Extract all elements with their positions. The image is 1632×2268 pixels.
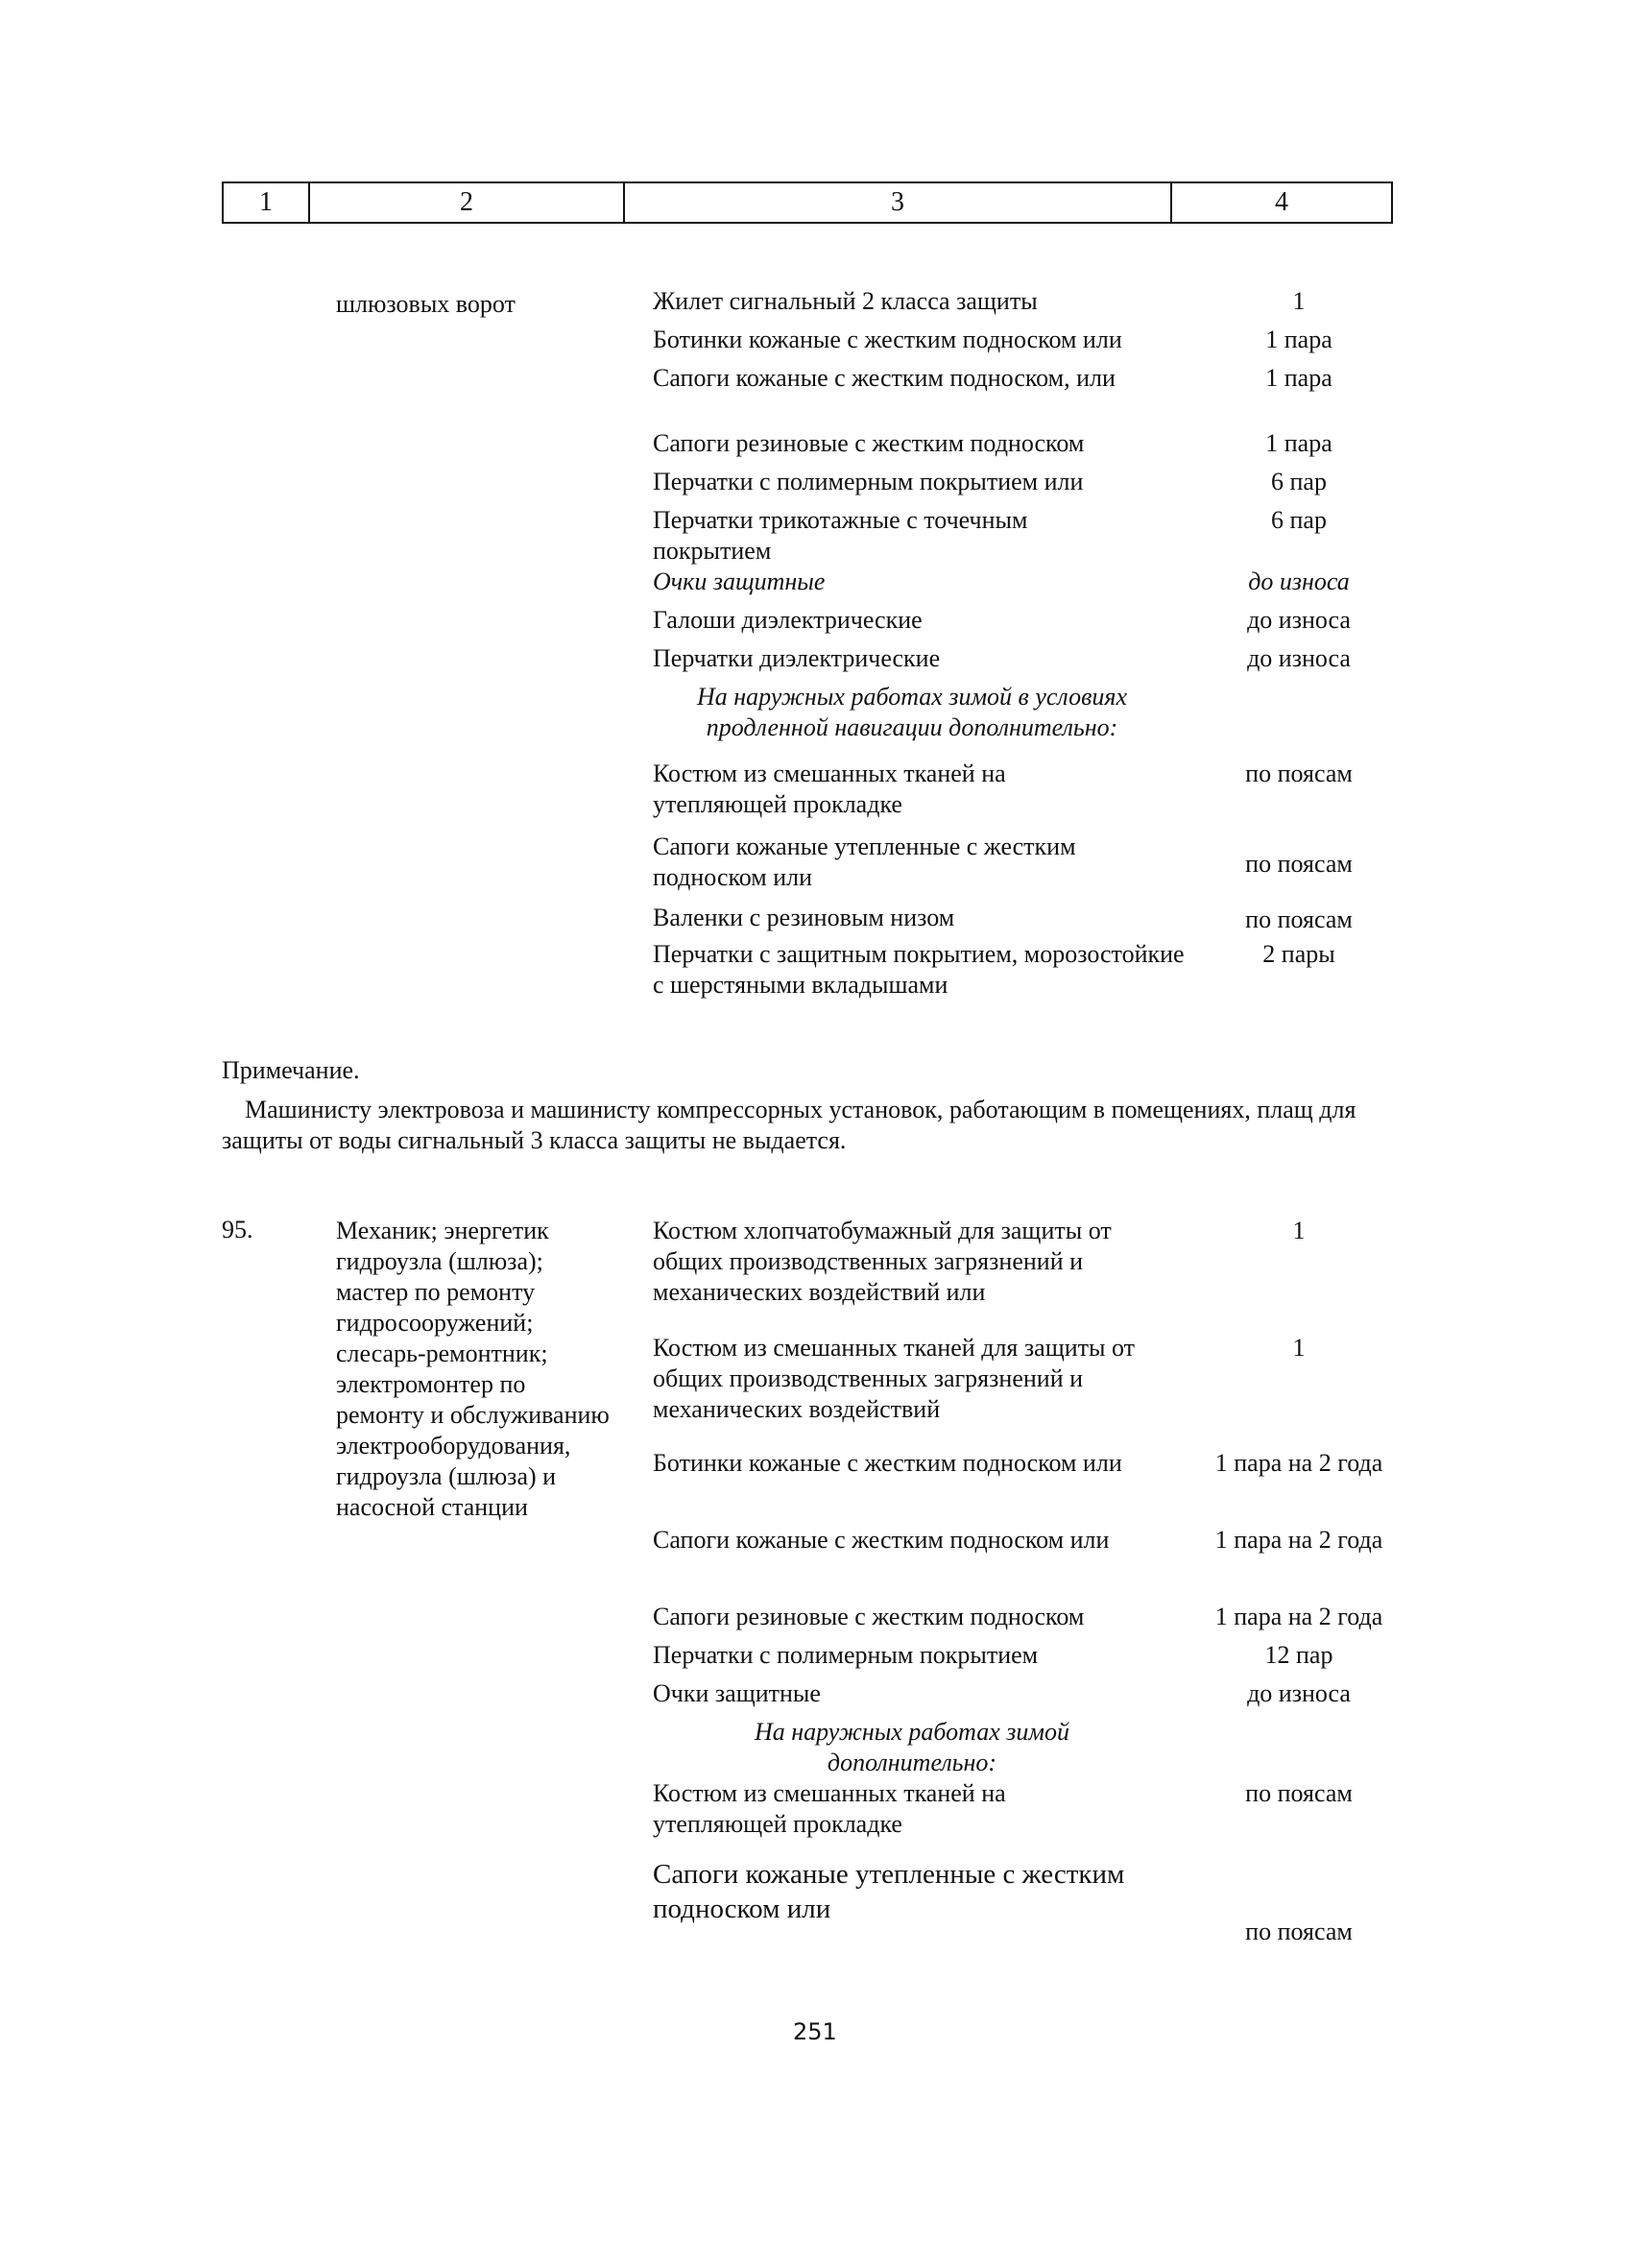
s1-winter-qty-2: по поясам (1245, 850, 1353, 878)
s1-winter-item-1: Костюм из смешанных тканей на утепляющей прокладке (653, 760, 1006, 818)
s2-qty-6: 12 пар (1264, 1641, 1333, 1669)
s1-qty-4: 1 пара (1265, 429, 1332, 457)
s1-qty-5: 6 пар (1271, 468, 1327, 495)
s1-qty-3: 1 пара (1265, 364, 1332, 392)
s1-item-3: Сапоги кожаные с жестким подноском, или (653, 364, 1116, 392)
s1-item-8: Галоши диэлектрические (653, 606, 923, 634)
s2-item-4: Сапоги кожаные с жестким подноском или (653, 1526, 1110, 1554)
s1-item-5: Перчатки с полимерным покрытием или (653, 468, 1084, 495)
s2-winter-note: На наружных работах зимой дополнительно: (754, 1718, 1070, 1776)
s2-qty-3: 1 пара на 2 года (1214, 1449, 1383, 1477)
s2-item-7: Очки защитные (653, 1679, 821, 1707)
s2-winter-item-1: Костюм из смешанных тканей на утепляющей прокладке (653, 1779, 1006, 1838)
s1-qty-7: до износа (1248, 567, 1350, 595)
s1-winter-qty-1: по поясам (1245, 760, 1353, 787)
s2-item-5: Сапоги резиновые с жестким подноском (653, 1603, 1085, 1630)
note-title: Примечание. (222, 1056, 360, 1084)
header-col-1: 1 (224, 183, 310, 222)
s1-item-1: Жилет сигнальный 2 класса защиты (653, 287, 1038, 315)
s1-item-9: Перчатки диэлектрические (653, 644, 941, 672)
s1-qty-2: 1 пара (1265, 326, 1332, 353)
s2-winter-qty-2: по поясам (1245, 1918, 1353, 1945)
s1-item-6: Перчатки трикотажные с точечным покрытием (653, 506, 1028, 565)
s1-item-2: Ботинки кожаные с жестким подноском или (653, 326, 1122, 353)
header-col-2: 2 (310, 183, 625, 222)
s2-qty-2: 1 (1292, 1334, 1306, 1362)
s1-winter-qty-4: 2 пары (1262, 940, 1335, 968)
s1-winter-item-3: Валенки с резиновым низом (653, 904, 955, 931)
header-col-4: 4 (1275, 187, 1288, 217)
s1-winter-item-4: Перчатки с защитным покрытием, морозостойкие с шерстяными вкладышами (653, 940, 1185, 999)
section1-position: шлюзовых ворот (336, 290, 516, 318)
s1-qty-9: до износа (1247, 644, 1351, 672)
section2-position: Механик; энергетик гидроузла (шлюза); мастер по ремонту гидросооружений; слесарь-ремонтник; электромонтер по ремонту и обслуживанию электрооборудования, гидроузла (шлюза) и насосной станции (336, 1217, 610, 1521)
table-header (222, 181, 1393, 224)
s1-qty-1: 1 (1292, 287, 1306, 315)
s1-winter-qty-3: по поясам (1245, 905, 1353, 933)
s1-item-4: Сапоги резиновые с жестким подноском (653, 429, 1085, 457)
section2-number: 95. (222, 1216, 253, 1243)
s2-qty-4: 1 пара на 2 года (1214, 1526, 1383, 1554)
s2-qty-7: до износа (1247, 1679, 1351, 1707)
s2-item-1: Костюм хлопчатобумажный для защиты от общих производственных загрязнений и механических воздействий или (653, 1217, 1112, 1306)
s2-qty-1: 1 (1292, 1217, 1306, 1244)
s1-qty-6: 6 пар (1271, 506, 1327, 534)
header-col-3: 3 (625, 183, 1172, 222)
s2-item-3: Ботинки кожаные с жестким подноском или (653, 1449, 1122, 1477)
page-number: 251 (793, 2018, 837, 2045)
s1-item-7: Очки защитные (653, 567, 826, 595)
s2-winter-item-2: Сапоги кожаные утепленные с жестким подноском или (653, 1859, 1125, 1924)
note-text: Машинисту электровоза и машинисту компрессорных установок, работающим в помещениях, плащ для защиты от воды сигнальный 3 класса защиты не выдается. (222, 1096, 1356, 1154)
s2-item-2: Костюм из смешанных тканей для защиты от общих производственных загрязнений и механических воздействий (653, 1334, 1135, 1423)
s2-qty-5: 1 пара на 2 года (1214, 1603, 1383, 1630)
s1-qty-8: до износа (1247, 606, 1351, 634)
s2-item-6: Перчатки с полимерным покрытием (653, 1641, 1039, 1669)
s1-winter-note: На наружных работах зимой в условиях продленной навигации дополнительно: (697, 683, 1127, 741)
s2-winter-qty-1: по поясам (1245, 1779, 1353, 1807)
s1-winter-item-2: Сапоги кожаные утепленные с жестким подноском или (653, 832, 1076, 891)
